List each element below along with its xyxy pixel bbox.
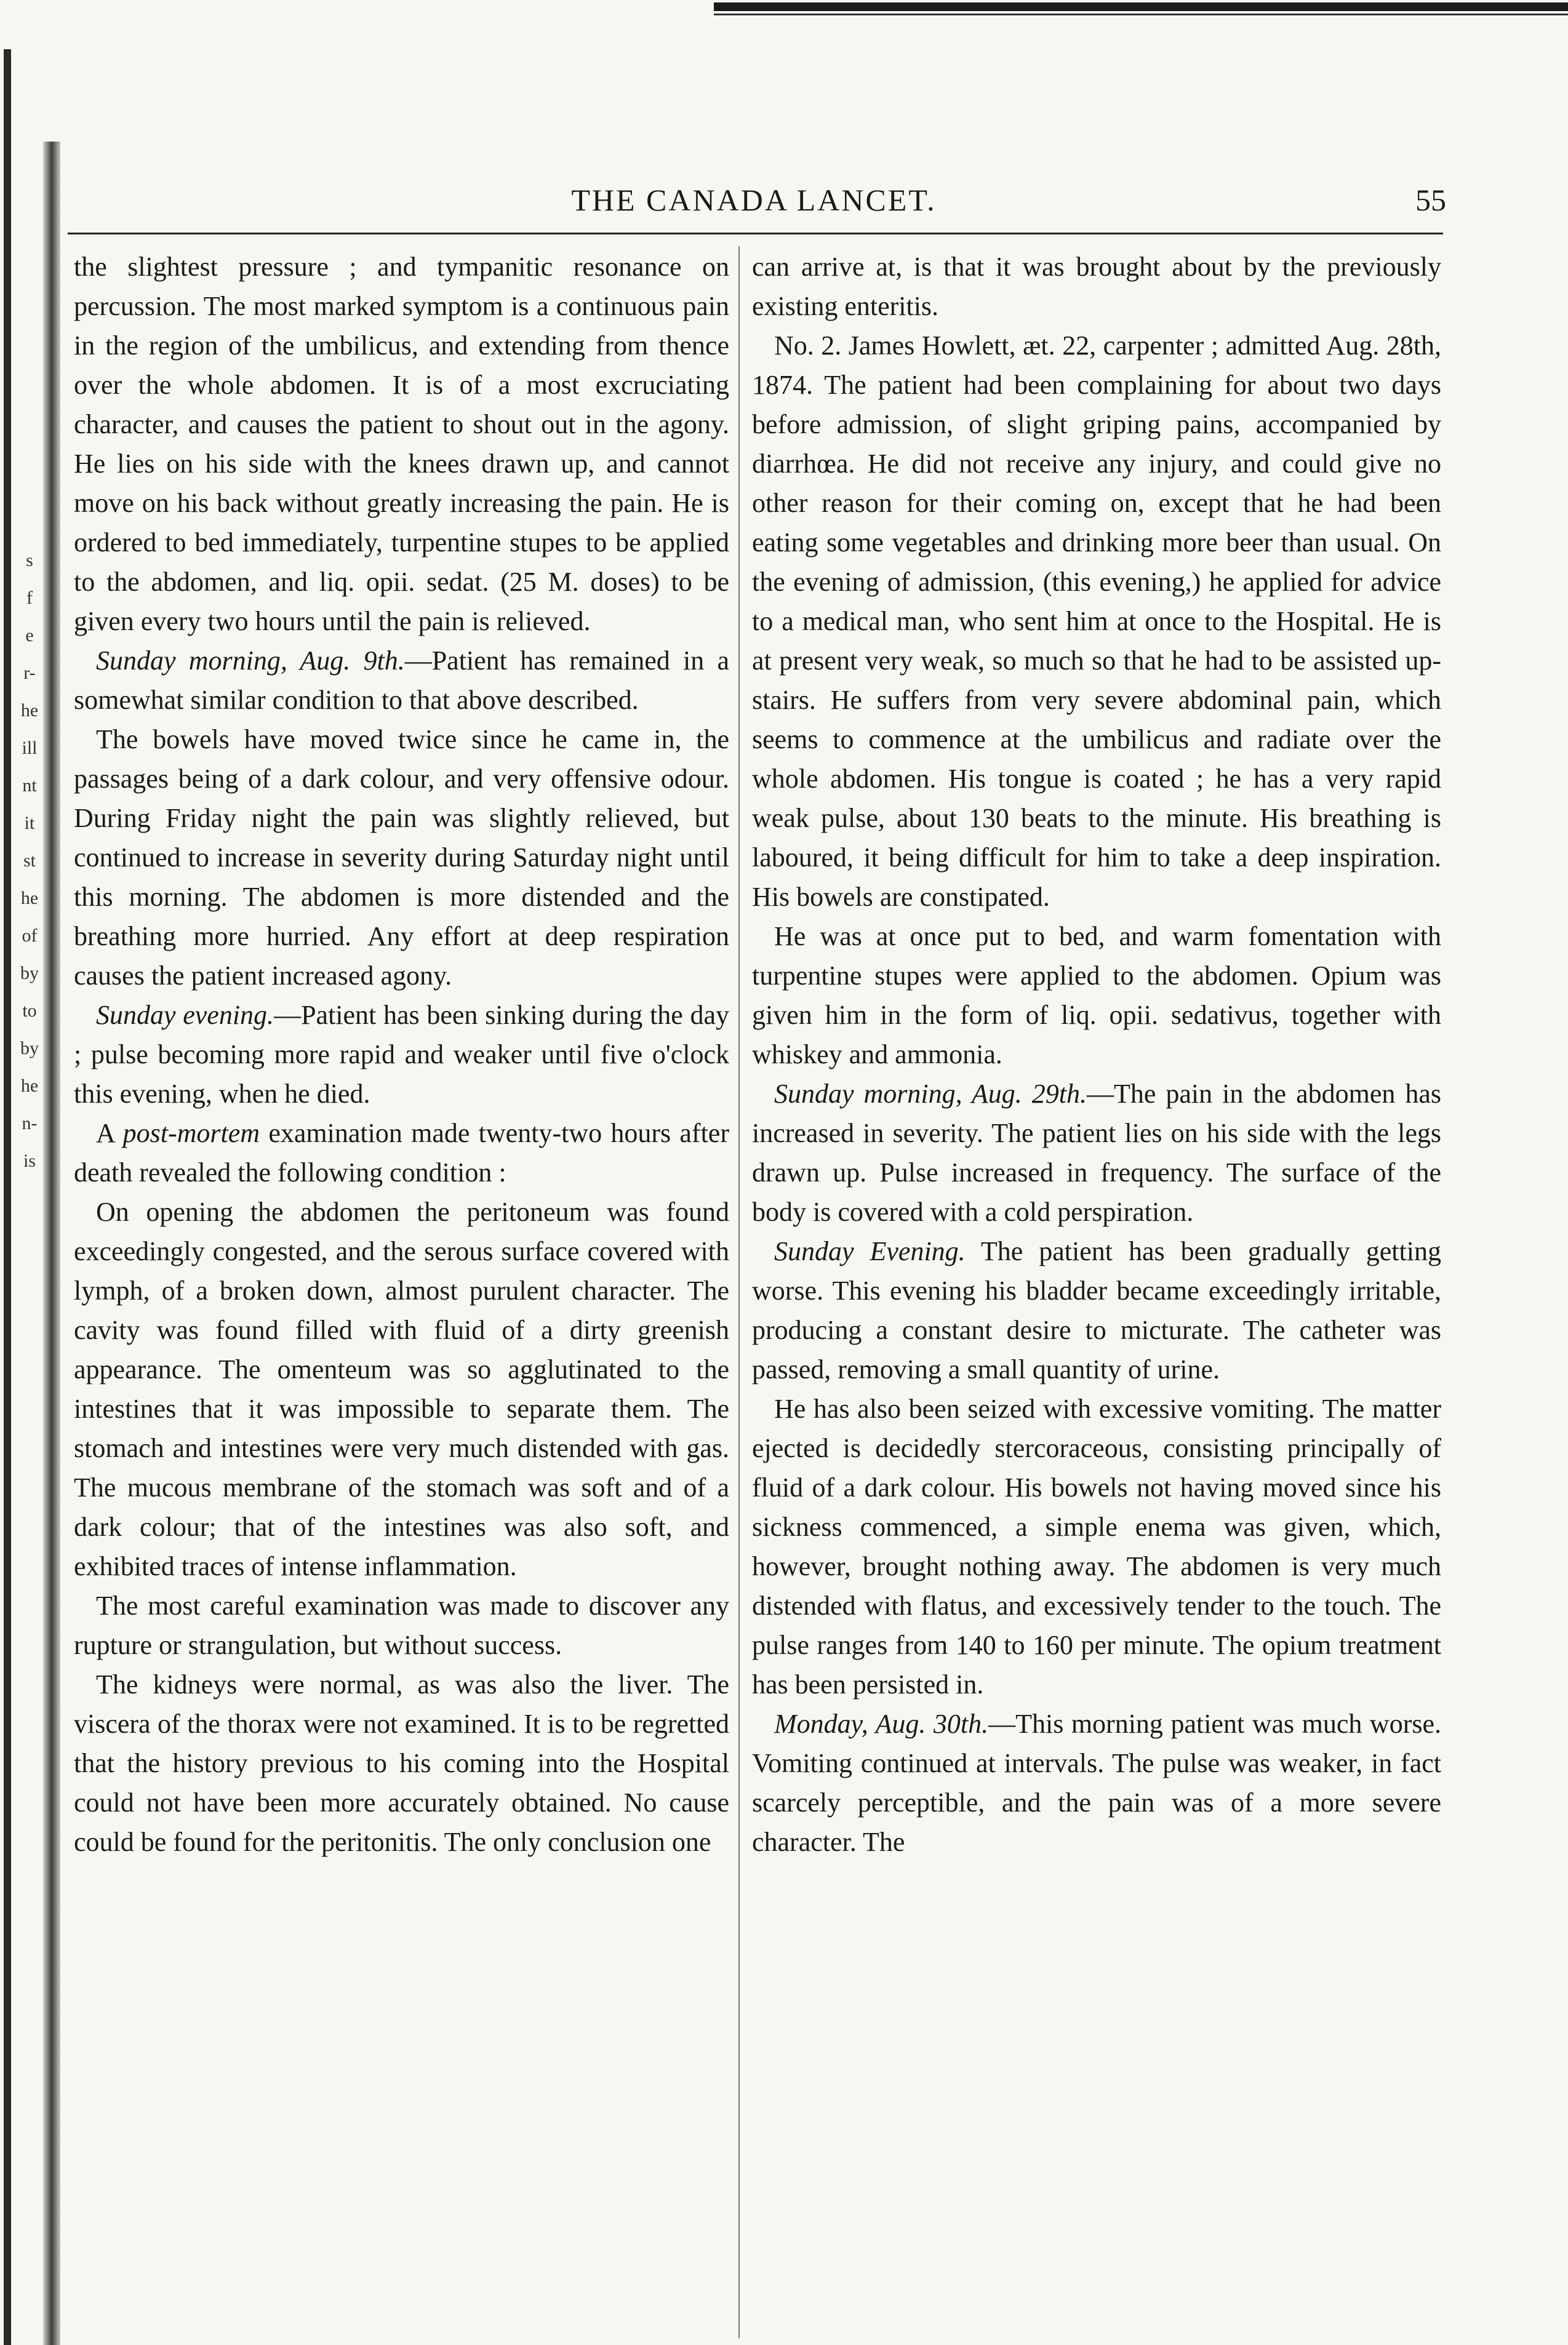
paragraph: can arrive at, is that it was brought about by the previously existing enteritis. <box>752 252 1441 321</box>
margin-fragment: he <box>20 700 39 721</box>
margin-fragment: r- <box>23 663 36 683</box>
paragraph-text: A <box>96 1118 123 1148</box>
running-head <box>62 182 1446 219</box>
paragraph-text: —The pain in the abdomen has increased in severity. The patient lies on his side with the legs drawn up. Pulse increased in frequency. The surface of the body is covered with a cold perspiration. <box>752 1079 1441 1227</box>
dateline: Sunday morning, Aug. 9th. <box>96 645 405 676</box>
page-number: 55 <box>1415 183 1446 217</box>
margin-fragment: of <box>22 925 38 946</box>
margin-fragment: is <box>23 1151 36 1171</box>
paragraph <box>752 1074 1441 1232</box>
margin-fragment: to <box>22 1001 37 1021</box>
paragraph-text: —This morning patient was much worse. Vomiting continued at intervals. The pulse was weaker, in fact scarcely perceptible, and the pain was of a more severe character. The <box>752 1709 1441 1857</box>
paragraph-text: —Patient has been sinking during the day ; pulse becoming more rapid and weaker until five o'clock this evening, when he died. <box>74 1000 729 1109</box>
dateline: Monday, Aug. 30th. <box>774 1709 989 1739</box>
paragraph-text: examination made twenty-two hours after death revealed the following condition : <box>74 1118 729 1188</box>
paragraph <box>752 1232 1441 1389</box>
top-edge-rule-thin <box>714 14 1568 15</box>
paragraph <box>74 1114 729 1192</box>
right-column <box>752 247 1441 1862</box>
margin-fragments <box>11 541 48 1180</box>
paragraph: He was at once put to bed, and warm fomentation with turpentine stupes were applied to the abdomen. Opium was given him in the form of liq. opii. sedativus, together with whiskey and ammonia. <box>752 921 1441 1069</box>
margin-fragment: e <box>25 625 34 645</box>
column-divider <box>738 246 740 2338</box>
left-column <box>74 247 729 1862</box>
margin-fragment: ill <box>22 738 38 758</box>
paragraph: The most careful examination was made to discover any rupture or strangulation, but without success. <box>74 1591 729 1660</box>
paragraph: He has also been seized with excessive vomiting. The matter ejected is decidedly stercoraceous, consisting principally of fluid of a dark colour. His bowels not having moved since his sickness commenced, a simple enema was given, which, however, brought nothing away. The abdomen is very much distended with flatus, and excessively tender to the touch. The pulse ranges from 140 to 160 per minute. The opium treatment has been persisted in. <box>752 1394 1441 1700</box>
dateline: Sunday Evening. <box>774 1236 966 1266</box>
paragraph-text: —Patient has remained in a somewhat similar condition to that above described. <box>74 645 729 715</box>
binding-edge <box>4 49 11 2345</box>
binding-shadow <box>43 142 60 2345</box>
paragraph <box>752 1704 1441 1862</box>
header-rule <box>68 233 1443 234</box>
margin-fragment: he <box>20 1076 39 1096</box>
dateline: Sunday morning, Aug. 29th. <box>774 1079 1087 1109</box>
margin-fragment: it <box>24 813 35 833</box>
paragraph: the slightest pressure ; and tympanitic resonance on percussion. The most marked symptom is a continuous pain in the region of the umbilicus, and extending from thence over the whole abdomen. It is of a most excruciating character, and causes the patient to shout out in the agony. He lies on his side with the knees drawn up, and cannot move on his back without greatly increasing the pain. He is ordered to bed immediately, turpentine stupes to be applied to the abdomen, and liq. opii. sedat. (25 M. doses) to be given every two hours until the pain is relieved. <box>74 252 729 636</box>
paragraph: No. 2. James Howlett, æt. 22, carpenter ; admitted Aug. 28th, 1874. The patient had been complaining for about two days before admission, of slight griping pains, accompanied by diarrhœa. He did not receive any injury, and could give no other reason for their coming on, except that he had been eating some vegetables and drinking more beer than usual. On the evening of admission, (this evening,) he applied for advice to a medical man, who sent him at once to the Hospital. He is at present very weak, so much so that he had to be assisted up-stairs. He suffers from very severe abdominal pain, which seems to commence at the umbilicus and radiate over the whole abdomen. His tongue is coated ; he has a very rapid weak pulse, about 130 beats to the minute. His breathing is laboured, it being difficult for him to take a deep inspiration. His bowels are constipated. <box>752 330 1441 912</box>
margin-fragment: st <box>23 850 36 871</box>
paragraph: The bowels have moved twice since he came in, the passages being of a dark colour, and very offensive odour. During Friday night the pain was slightly relieved, but continued to increase in severity during Saturday night until this morning. The abdomen is more distended and the breathing more hurried. Any effort at deep respiration causes the patient increased agony. <box>74 724 729 991</box>
top-edge-rule <box>714 2 1568 11</box>
margin-fragment: by <box>20 963 39 983</box>
running-title: THE CANADA LANCET. <box>571 183 937 217</box>
paragraph: On opening the abdomen the peritoneum was found exceedingly congested, and the serous surface covered with lymph, of a broken down, almost purulent character. The cavity was found filled with fluid of a dirty greenish appearance. The omenteum was so agglutinated to the intestines that it was impossible to separate them. The stomach and intestines were very much distended with gas. The mucous membrane of the stomach was soft and of a dark colour; that of the intestines was also soft, and exhibited traces of intense inflammation. <box>74 1197 729 1581</box>
paragraph-text: The patient has been gradually getting worse. This evening his bladder became exceedingly irritable, producing a constant desire to micturate. The catheter was passed, removing a small quantity of urine. <box>752 1236 1441 1384</box>
margin-fragment: he <box>20 888 39 908</box>
dateline: Sunday evening. <box>96 1000 274 1030</box>
margin-fragment: nt <box>22 775 37 796</box>
paragraph <box>74 641 729 720</box>
margin-fragment: by <box>20 1038 39 1058</box>
paragraph: The kidneys were normal, as was also the liver. The viscera of the thorax were not examined. It is to be regretted that the history previous to his coming into the Hospital could not have been more accurately obtained. No cause could be found for the peritonitis. The only conclusion one <box>74 1669 729 1857</box>
margin-fragment: s <box>26 550 33 570</box>
italic-term: post-mortem <box>122 1118 260 1148</box>
margin-fragment: n- <box>22 1113 38 1133</box>
margin-fragment: f <box>26 588 33 608</box>
paragraph <box>74 996 729 1114</box>
